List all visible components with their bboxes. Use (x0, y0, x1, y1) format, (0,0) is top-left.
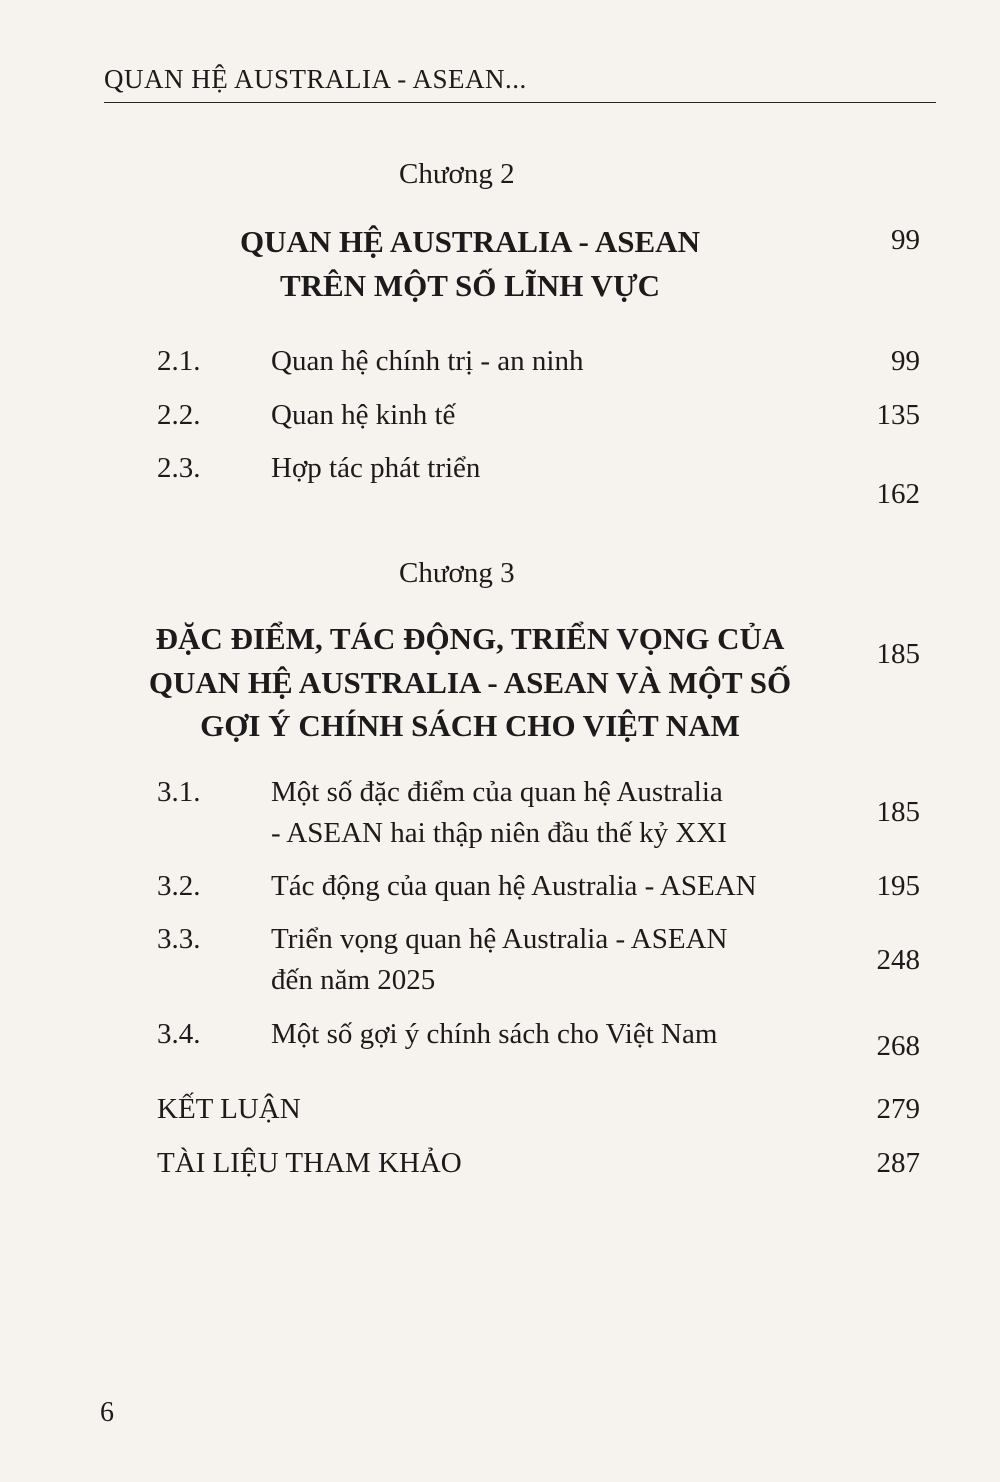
section-title: Triển vọng quan hệ Australia - ASEAN (271, 923, 728, 955)
chapter-3-page: 185 (876, 638, 920, 670)
section-number: 2.1. (157, 345, 201, 377)
chapter-3-title-line: GỢI Ý CHÍNH SÁCH CHO VIỆT NAM (200, 708, 740, 743)
section-title: Một số gợi ý chính sách cho Việt Nam (271, 1018, 718, 1050)
running-head: QUAN HỆ AUSTRALIA - ASEAN... (104, 64, 527, 94)
chapter-2-label: Chương 2 (399, 158, 515, 190)
page-number: 6 (100, 1397, 114, 1428)
header-rule (104, 102, 936, 103)
section-number: 3.4. (157, 1018, 201, 1050)
section-number: 3.2. (157, 870, 201, 902)
section-page: 248 (876, 944, 920, 976)
chapter-2-title-line: QUAN HỆ AUSTRALIA - ASEAN (240, 224, 700, 259)
back-matter-title: KẾT LUẬN (157, 1093, 301, 1125)
section-title-continued: - ASEAN hai thập niên đầu thế kỷ XXI (271, 817, 727, 849)
section-page: 135 (876, 399, 920, 431)
chapter-2-title-line: TRÊN MỘT SỐ LĨNH VỰC (279, 268, 661, 303)
section-title: Tác động của quan hệ Australia - ASEAN (271, 870, 757, 902)
chapter-2-page: 99 (891, 224, 920, 256)
section-title: Quan hệ kinh tế (271, 399, 456, 431)
section-title: Một số đặc điểm của quan hệ Australia (271, 776, 723, 808)
section-number: 2.3. (157, 452, 201, 484)
section-number: 3.1. (157, 776, 201, 808)
back-matter-page: 287 (876, 1147, 920, 1179)
section-title-continued: đến năm 2025 (271, 964, 436, 996)
section-page: 268 (876, 1030, 920, 1062)
section-page: 99 (891, 345, 920, 377)
back-matter-title: TÀI LIỆU THAM KHẢO (157, 1147, 462, 1179)
chapter-3-label: Chương 3 (399, 557, 515, 589)
back-matter-page: 279 (876, 1093, 920, 1125)
chapter-3-title-line: ĐẶC ĐIỂM, TÁC ĐỘNG, TRIỂN VỌNG CỦA (155, 621, 785, 656)
section-page: 162 (876, 478, 920, 510)
chapter-3-title-line: QUAN HỆ AUSTRALIA - ASEAN VÀ MỘT SỐ (148, 665, 792, 700)
section-page: 195 (876, 870, 920, 902)
section-title: Hợp tác phát triển (271, 452, 481, 484)
section-title: Quan hệ chính trị - an ninh (271, 345, 584, 377)
section-page: 185 (876, 796, 920, 828)
section-number: 2.2. (157, 399, 201, 431)
section-number: 3.3. (157, 923, 201, 955)
